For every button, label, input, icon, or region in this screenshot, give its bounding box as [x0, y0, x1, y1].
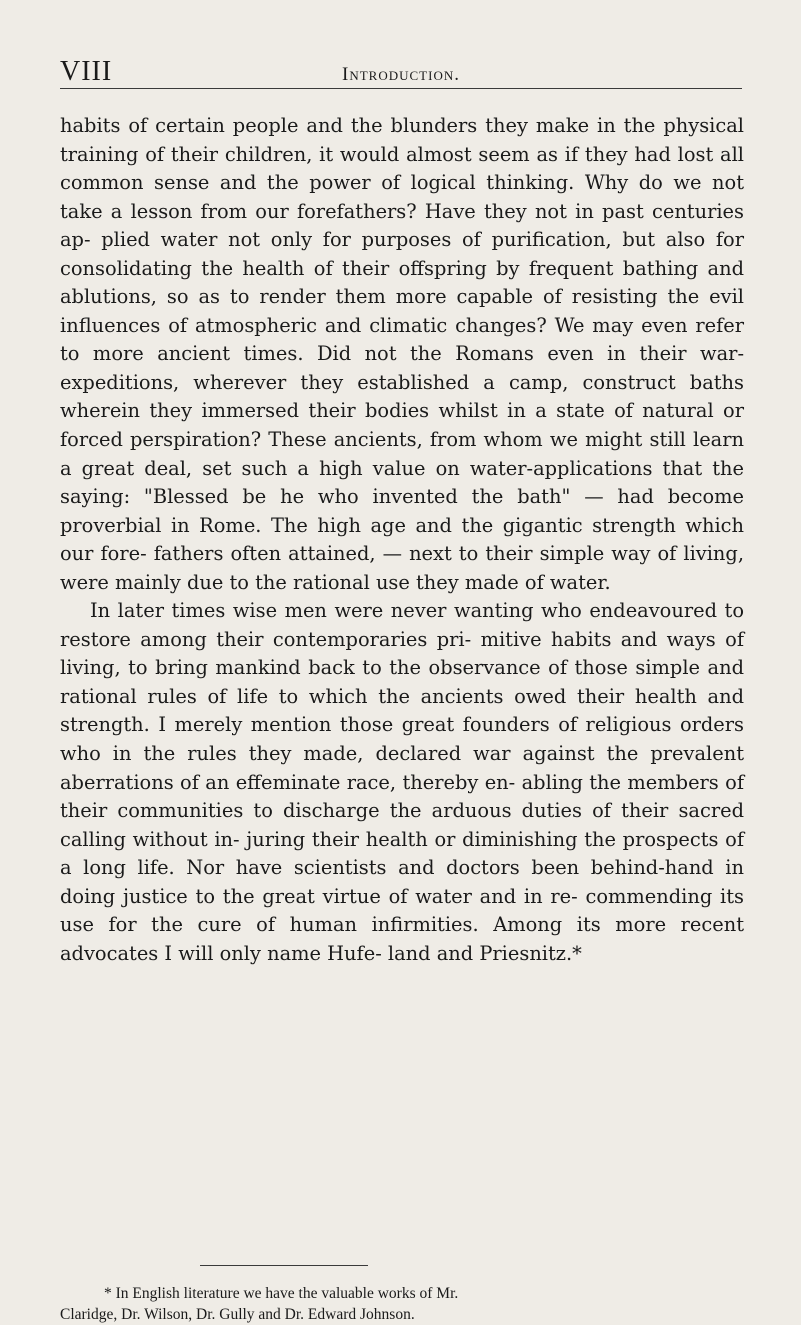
footnote-line-1: * In English literature we have the valuable works of Mr. — [104, 1285, 459, 1302]
page-header — [60, 58, 742, 89]
footnote — [60, 1283, 744, 1325]
running-head: Introduction. — [342, 64, 460, 85]
footnote-line-2: Claridge, Dr. Wilson, Dr. Gully and Dr. Edward Johnson. — [60, 1306, 415, 1323]
page-number: VIII — [60, 56, 113, 87]
body-text — [60, 112, 744, 968]
paragraph-2: In later times wise men were never wanting who endeavoured to restore among their contemporaries pri- mitive habits and ways of living, to bring mankind back to the observance of those simple and rational rules of life to which the ancients owed their health and strength. I merely mention those great founders of religious orders who in the rules they made, declared war against the prevalent aberrations of an effeminate race, thereby en- abling the members of their communities to discharge the arduous duties of their sacred calling without in- juring their health or diminishing the prospects of a long life. Nor have scientists and doctors been behind-hand in doing justice to the great virtue of water and in re- commending its use for the cure of human infirmities. Among its more recent advocates I will only name Hufe- land and Priesnitz.* — [60, 599, 744, 965]
footnote-divider — [200, 1265, 368, 1266]
paragraph-1: habits of certain people and the blunders they make in the physical training of their children, it would almost seem as if they had lost all common sense and the power of logical thinking. Why do we not take a lesson from our forefathers? Have they not in past centuries ap- plied water not only for purposes of purification, but also for consolidating the health of their offspring by frequent bathing and ablutions, so as to render them more capable of resisting the evil influences of atmospheric and climatic changes? We may even refer to more ancient times. Did not the Romans even in their war-expeditions, wherever they established a camp, construct baths wherein they immersed their bodies whilst in a state of natural or forced perspiration? These ancients, from whom we might still learn a great deal, set such a high value on water-applications that the saying: "Blessed be he who invented the bath" — had become proverbial in Rome. The high age and the gigantic strength which our fore- fathers often attained, — next to their simple way of living, were mainly due to the rational use they made of water. — [60, 114, 744, 594]
